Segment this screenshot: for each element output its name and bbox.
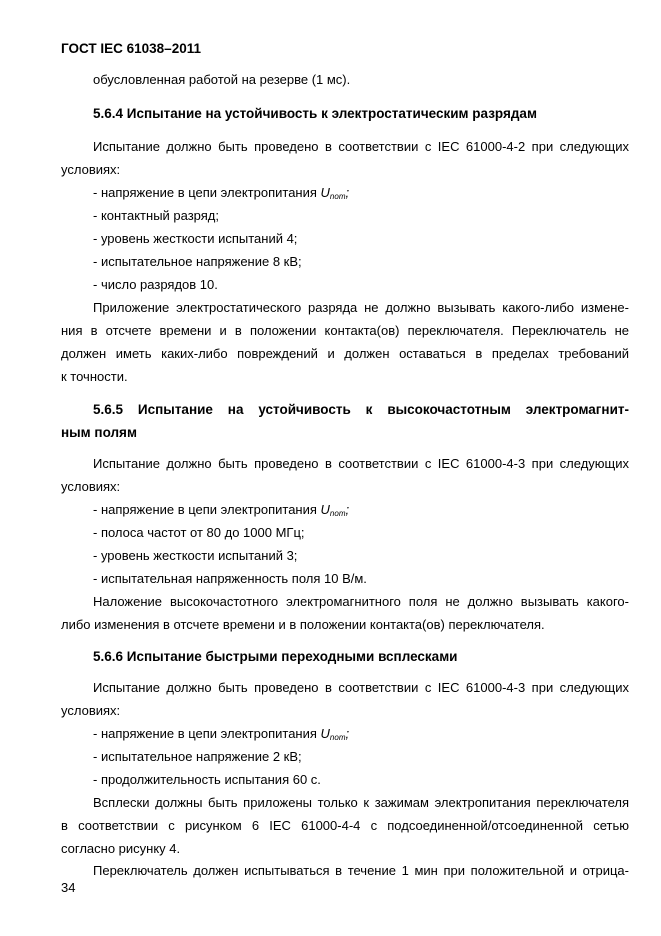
s566-para1-line2: условиях:	[61, 703, 121, 718]
s565-para2-line2: либо изменения в отсчете времени и в положении контакта(ов) переключателя.	[61, 617, 545, 632]
s564-para2-line3: должен иметь каких-либо повреждений и должен оставаться в пределах требований	[61, 346, 629, 361]
s564-bullet-contact: - контактный разряд;	[93, 208, 220, 223]
page-number: 34	[61, 880, 76, 895]
s564-bullet-count: - число разрядов 10.	[93, 277, 218, 292]
s565-para2-line1: Наложение высокочастотного электромагнитного поля не должно вызывать какого-	[93, 594, 629, 609]
section-5-6-4-title: 5.6.4 Испытание на устойчивость к электростатическим разрядам	[93, 106, 537, 121]
s565-bullet-voltage: - напряжение в цепи электропитания $U_{nom}$;	[93, 502, 350, 518]
section-5-6-5-title-line1: 5.6.5 Испытание на устойчивость к высокочастотным электромагнит-	[93, 402, 629, 417]
s565-bullet-frequency: - полоса частот от 80 до 1000 МГц;	[93, 525, 305, 540]
s565-para1-line2: условиях:	[61, 479, 121, 494]
s566-bullet-duration: - продолжительность испытания 60 с.	[93, 772, 321, 787]
s566-para1-line1: Испытание должно быть проведено в соответствии с IEC 61000-4-3 при следующих	[93, 680, 629, 695]
s565-para1-line1: Испытание должно быть проведено в соответствии с IEC 61000-4-3 при следующих	[93, 456, 629, 471]
section-5-6-6-title: 5.6.6 Испытание быстрыми переходными всплесками	[93, 649, 458, 664]
s564-para2-line1: Приложение электростатического разряда не должно вызывать какого-либо измене-	[93, 300, 629, 315]
s564-para1-line2: условиях:	[61, 162, 121, 177]
s566-para2-line1: Всплески должны быть приложены только к зажимам электропитания переключателя	[93, 795, 629, 810]
s566-bullet-voltage: - напряжение в цепи электропитания $U_{nom}$;	[93, 726, 350, 742]
s565-bullet-field-strength: - испытательная напряженность поля 10 В/м.	[93, 571, 367, 586]
s566-para3-line1: Переключатель должен испытываться в течение 1 мин при положительной и отрица-	[93, 863, 629, 878]
s564-para2-line4: к точности.	[61, 369, 128, 384]
document-header: ГОСТ IEC 61038–2011	[61, 41, 201, 56]
s565-bullet-level: - уровень жесткости испытаний 3;	[93, 548, 298, 563]
section-5-6-5-title-line2: ным полям	[61, 425, 137, 440]
s566-para2-line2: в соответствии с рисунком 6 IEC 61000-4-4 с подсоединенной/отсоединенной сетью	[61, 818, 629, 833]
s564-bullet-voltage: - напряжение в цепи электропитания $U_{nom}$;	[93, 185, 350, 201]
s564-para1-line1: Испытание должно быть проведено в соответствии с IEC 61000-4-2 при следующих	[93, 139, 629, 154]
s564-bullet-test-voltage: - испытательное напряжение 8 кВ;	[93, 254, 302, 269]
s566-bullet-test-voltage: - испытательное напряжение 2 кВ;	[93, 749, 302, 764]
s564-para2-line2: ния в отсчете времени и в положении контакта(ов) переключателя. Переключатель не	[61, 323, 629, 338]
intro-line: обусловленная работой на резерве (1 мс).	[93, 72, 351, 87]
s564-bullet-level: - уровень жесткости испытаний 4;	[93, 231, 298, 246]
s566-para2-line3: согласно рисунку 4.	[61, 841, 181, 856]
